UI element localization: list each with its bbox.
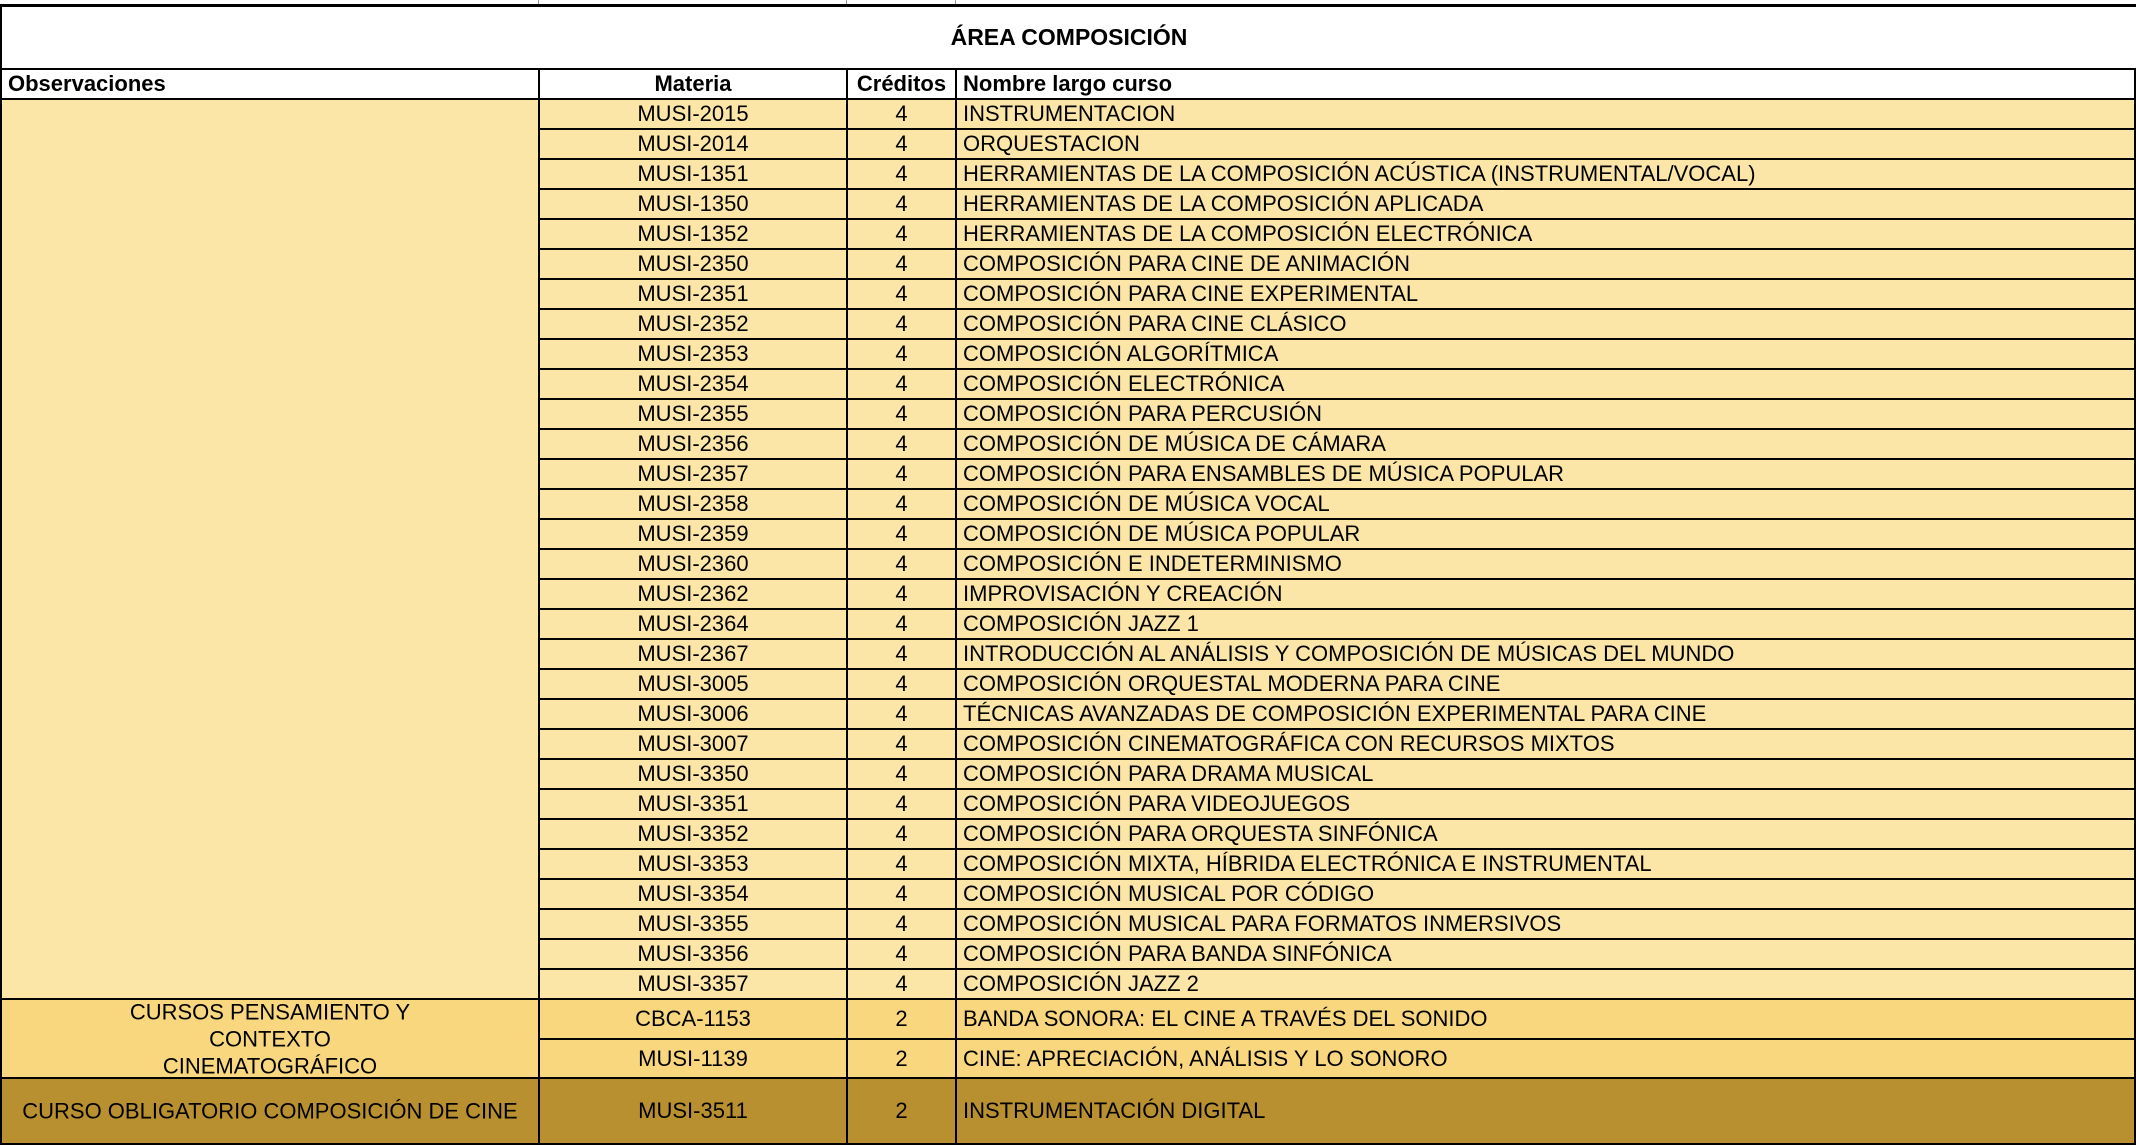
materia-cell[interactable]: MUSI-1351: [540, 160, 848, 190]
nombre-curso-cell[interactable]: COMPOSICIÓN MUSICAL POR CÓDIGO: [957, 880, 2136, 910]
materia-cell[interactable]: MUSI-3356: [540, 940, 848, 970]
creditos-cell[interactable]: 4: [848, 310, 957, 340]
header-nombre-largo-curso: Nombre largo curso: [957, 68, 2136, 100]
creditos-cell[interactable]: 4: [848, 340, 957, 370]
materia-cell[interactable]: MUSI-3006: [540, 700, 848, 730]
nombre-curso-cell[interactable]: HERRAMIENTAS DE LA COMPOSICIÓN ELECTRÓNICA: [957, 220, 2136, 250]
nombre-curso-cell[interactable]: ORQUESTACION: [957, 130, 2136, 160]
creditos-cell[interactable]: 4: [848, 430, 957, 460]
creditos-cell[interactable]: 2: [848, 1079, 957, 1145]
materia-cell[interactable]: MUSI-2354: [540, 370, 848, 400]
materia-cell[interactable]: MUSI-2360: [540, 550, 848, 580]
nombre-curso-cell[interactable]: CINE: APRECIACIÓN, ANÁLISIS Y LO SONORO: [957, 1040, 2136, 1079]
nombre-curso-cell[interactable]: HERRAMIENTAS DE LA COMPOSICIÓN APLICADA: [957, 190, 2136, 220]
nombre-curso-cell[interactable]: HERRAMIENTAS DE LA COMPOSICIÓN ACÚSTICA (INSTRUMENTAL/VOCAL): [957, 160, 2136, 190]
creditos-cell[interactable]: 4: [848, 910, 957, 940]
creditos-cell[interactable]: 4: [848, 670, 957, 700]
materia-cell[interactable]: MUSI-3353: [540, 850, 848, 880]
materia-cell[interactable]: MUSI-3357: [540, 970, 848, 1000]
nombre-curso-cell[interactable]: COMPOSICIÓN ALGORÍTMICA: [957, 340, 2136, 370]
creditos-cell[interactable]: 4: [848, 160, 957, 190]
creditos-cell[interactable]: 4: [848, 490, 957, 520]
header-materia: Materia: [540, 68, 848, 100]
nombre-curso-cell[interactable]: COMPOSICIÓN PARA CINE CLÁSICO: [957, 310, 2136, 340]
nombre-curso-cell[interactable]: IMPROVISACIÓN Y CREACIÓN: [957, 580, 2136, 610]
creditos-cell[interactable]: 4: [848, 820, 957, 850]
creditos-cell[interactable]: 4: [848, 850, 957, 880]
materia-cell[interactable]: MUSI-2350: [540, 250, 848, 280]
nombre-curso-cell[interactable]: COMPOSICIÓN E INDETERMINISMO: [957, 550, 2136, 580]
nombre-curso-cell[interactable]: COMPOSICIÓN DE MÚSICA VOCAL: [957, 490, 2136, 520]
creditos-cell[interactable]: 4: [848, 610, 957, 640]
creditos-cell[interactable]: 4: [848, 880, 957, 910]
materia-cell[interactable]: MUSI-2362: [540, 580, 848, 610]
creditos-cell[interactable]: 4: [848, 550, 957, 580]
nombre-curso-cell[interactable]: COMPOSICIÓN MIXTA, HÍBRIDA ELECTRÓNICA E INSTRUMENTAL: [957, 850, 2136, 880]
creditos-cell[interactable]: 4: [848, 520, 957, 550]
creditos-cell[interactable]: 4: [848, 790, 957, 820]
creditos-cell[interactable]: 4: [848, 250, 957, 280]
nombre-curso-cell[interactable]: BANDA SONORA: EL CINE A TRAVÉS DEL SONIDO: [957, 1000, 2136, 1040]
nombre-curso-cell[interactable]: COMPOSICIÓN JAZZ 2: [957, 970, 2136, 1000]
materia-cell[interactable]: MUSI-3351: [540, 790, 848, 820]
materia-cell[interactable]: MUSI-3354: [540, 880, 848, 910]
nombre-curso-cell[interactable]: COMPOSICIÓN PARA BANDA SINFÓNICA: [957, 940, 2136, 970]
observaciones-text: CURSO OBLIGATORIO COMPOSICIÓN DE CINE: [22, 1098, 518, 1124]
materia-cell[interactable]: MUSI-2357: [540, 460, 848, 490]
observaciones-cell[interactable]: [0, 100, 540, 1000]
materia-cell[interactable]: MUSI-2364: [540, 610, 848, 640]
nombre-curso-cell[interactable]: INSTRUMENTACION: [957, 100, 2136, 130]
sheet-title: ÁREA COMPOSICIÓN: [0, 7, 2136, 68]
nombre-curso-cell[interactable]: COMPOSICIÓN ELECTRÓNICA: [957, 370, 2136, 400]
materia-cell[interactable]: MUSI-2359: [540, 520, 848, 550]
creditos-cell[interactable]: 4: [848, 190, 957, 220]
nombre-curso-cell[interactable]: COMPOSICIÓN PARA VIDEOJUEGOS: [957, 790, 2136, 820]
materia-cell[interactable]: MUSI-3352: [540, 820, 848, 850]
materia-cell[interactable]: MUSI-2014: [540, 130, 848, 160]
materia-cell[interactable]: MUSI-2367: [540, 640, 848, 670]
nombre-curso-cell[interactable]: TÉCNICAS AVANZADAS DE COMPOSICIÓN EXPERIMENTAL PARA CINE: [957, 700, 2136, 730]
nombre-curso-cell[interactable]: COMPOSICIÓN JAZZ 1: [957, 610, 2136, 640]
nombre-curso-cell[interactable]: COMPOSICIÓN MUSICAL PARA FORMATOS INMERSIVOS: [957, 910, 2136, 940]
creditos-cell[interactable]: 4: [848, 970, 957, 1000]
creditos-cell[interactable]: 4: [848, 220, 957, 250]
materia-cell[interactable]: MUSI-1352: [540, 220, 848, 250]
creditos-cell[interactable]: 4: [848, 940, 957, 970]
creditos-cell[interactable]: 4: [848, 370, 957, 400]
creditos-cell[interactable]: 4: [848, 460, 957, 490]
materia-cell[interactable]: MUSI-1350: [540, 190, 848, 220]
nombre-curso-cell[interactable]: COMPOSICIÓN PARA DRAMA MUSICAL: [957, 760, 2136, 790]
materia-cell[interactable]: MUSI-2351: [540, 280, 848, 310]
nombre-curso-cell[interactable]: COMPOSICIÓN PARA ENSAMBLES DE MÚSICA POPULAR: [957, 460, 2136, 490]
nombre-curso-cell[interactable]: COMPOSICIÓN PARA ORQUESTA SINFÓNICA: [957, 820, 2136, 850]
observaciones-cell[interactable]: [0, 1000, 540, 1079]
nombre-curso-cell[interactable]: COMPOSICIÓN ORQUESTAL MODERNA PARA CINE: [957, 670, 2136, 700]
materia-cell[interactable]: MUSI-2015: [540, 100, 848, 130]
creditos-cell[interactable]: 2: [848, 1000, 957, 1040]
creditos-cell[interactable]: 4: [848, 730, 957, 760]
creditos-cell[interactable]: 4: [848, 280, 957, 310]
materia-cell[interactable]: MUSI-2355: [540, 400, 848, 430]
materia-cell[interactable]: MUSI-3511: [540, 1079, 848, 1145]
nombre-curso-cell[interactable]: COMPOSICIÓN DE MÚSICA POPULAR: [957, 520, 2136, 550]
nombre-curso-cell[interactable]: COMPOSICIÓN PARA CINE DE ANIMACIÓN: [957, 250, 2136, 280]
materia-cell[interactable]: MUSI-2356: [540, 430, 848, 460]
header-creditos: Créditos: [848, 68, 957, 100]
materia-cell[interactable]: CBCA-1153: [540, 1000, 848, 1040]
creditos-cell[interactable]: 4: [848, 640, 957, 670]
creditos-cell[interactable]: 4: [848, 700, 957, 730]
creditos-cell[interactable]: 4: [848, 130, 957, 160]
materia-cell[interactable]: MUSI-3007: [540, 730, 848, 760]
creditos-cell[interactable]: 2: [848, 1040, 957, 1079]
materia-cell[interactable]: MUSI-2352: [540, 310, 848, 340]
materia-cell[interactable]: MUSI-2358: [540, 490, 848, 520]
creditos-cell[interactable]: 4: [848, 100, 957, 130]
nombre-curso-cell[interactable]: INTRODUCCIÓN AL ANÁLISIS Y COMPOSICIÓN DE MÚSICAS DEL MUNDO: [957, 640, 2136, 670]
nombre-curso-cell[interactable]: COMPOSICIÓN PARA CINE EXPERIMENTAL: [957, 280, 2136, 310]
nombre-curso-cell[interactable]: INSTRUMENTACIÓN DIGITAL: [957, 1079, 2136, 1145]
materia-cell[interactable]: MUSI-3005: [540, 670, 848, 700]
nombre-curso-cell[interactable]: COMPOSICIÓN DE MÚSICA DE CÁMARA: [957, 430, 2136, 460]
materia-cell[interactable]: MUSI-3355: [540, 910, 848, 940]
creditos-cell[interactable]: 4: [848, 400, 957, 430]
materia-cell[interactable]: MUSI-3350: [540, 760, 848, 790]
header-observaciones: Observaciones: [0, 68, 540, 100]
observaciones-text: CURSOS PENSAMIENTO Y CONTEXTO CINEMATOGRÁFICO: [129, 1000, 411, 1078]
materia-cell[interactable]: MUSI-1139: [540, 1040, 848, 1079]
nombre-curso-cell[interactable]: COMPOSICIÓN PARA PERCUSIÓN: [957, 400, 2136, 430]
materia-cell[interactable]: MUSI-2353: [540, 340, 848, 370]
creditos-cell[interactable]: 4: [848, 760, 957, 790]
observaciones-cell[interactable]: [0, 1079, 540, 1145]
nombre-curso-cell[interactable]: COMPOSICIÓN CINEMATOGRÁFICA CON RECURSOS MIXTOS: [957, 730, 2136, 760]
creditos-cell[interactable]: 4: [848, 580, 957, 610]
